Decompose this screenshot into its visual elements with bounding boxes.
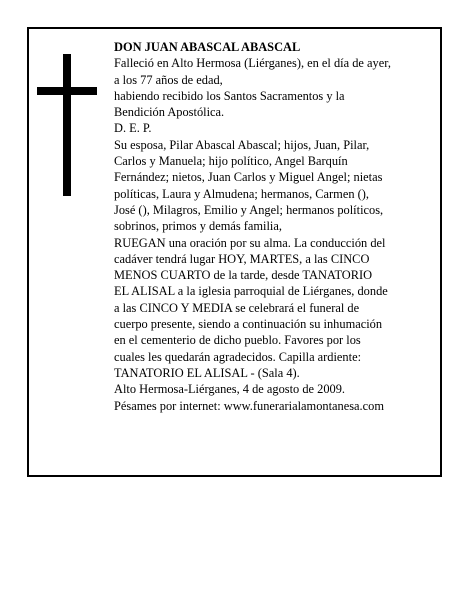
service-line-2: cadáver tendrá lugar HOY, MARTES, a las CINCO [114, 251, 370, 266]
family-line-5: José (), Milagros, Emilio y Angel; hermanos políticos, [114, 202, 384, 217]
family-line-2: Carlos y Manuela; hijo político, Angel Barquín [114, 154, 348, 169]
death-line-2: a los 77 años de edad, [114, 72, 223, 87]
cross-vertical-bar [63, 54, 71, 196]
service-line-6: cuerpo presente, siendo a continuación su inhumación [114, 317, 383, 332]
cross-horizontal-bar [37, 87, 97, 95]
service-line-3: MENOS CUARTO de la tarde, desde TANATORIO [114, 268, 373, 283]
service-line-8: cuales les quedarán agradecidos. Capilla ardiente: [114, 349, 362, 364]
sacraments-line-2: Bendición Apostólica. [114, 105, 225, 120]
family-line-4: políticas, Laura y Almudena; hermanos, Carmen (), [114, 186, 369, 201]
family-line-6: sobrinos, primos y demás familia, [114, 219, 282, 234]
service-line-5: a las CINCO Y MEDIA se celebrará el funeral de [114, 300, 360, 315]
chapel-line: TANATORIO EL ALISAL - (Sala 4). [114, 365, 300, 380]
obituary-text [114, 39, 434, 414]
rest-in-peace: D. E. P. [114, 121, 152, 136]
place-date-line: Alto Hermosa-Liérganes, 4 de agosto de 2009. [114, 382, 346, 397]
deceased-name: DON JUAN ABASCAL ABASCAL [114, 40, 301, 54]
service-line-1: RUEGAN una oración por su alma. La conducción del [114, 235, 386, 250]
sacraments-line-1: habiendo recibido los Santos Sacramentos y la [114, 88, 345, 103]
family-line-1: Su esposa, Pilar Abascal Abascal; hijos, Juan, Pilar, [114, 137, 370, 152]
condolences-line: Pésames por internet: www.funerarialamontanesa.com [114, 398, 384, 413]
death-line-1: Falleció en Alto Hermosa (Liérganes), en el día de ayer, [114, 56, 391, 71]
service-line-4: EL ALISAL a la iglesia parroquial de Liérganes, donde [114, 284, 388, 299]
service-line-7: en el cementerio de dicho pueblo. Favores por los [114, 333, 361, 348]
family-line-3: Fernández; nietos, Juan Carlos y Miguel Angel; nietas [114, 170, 383, 185]
